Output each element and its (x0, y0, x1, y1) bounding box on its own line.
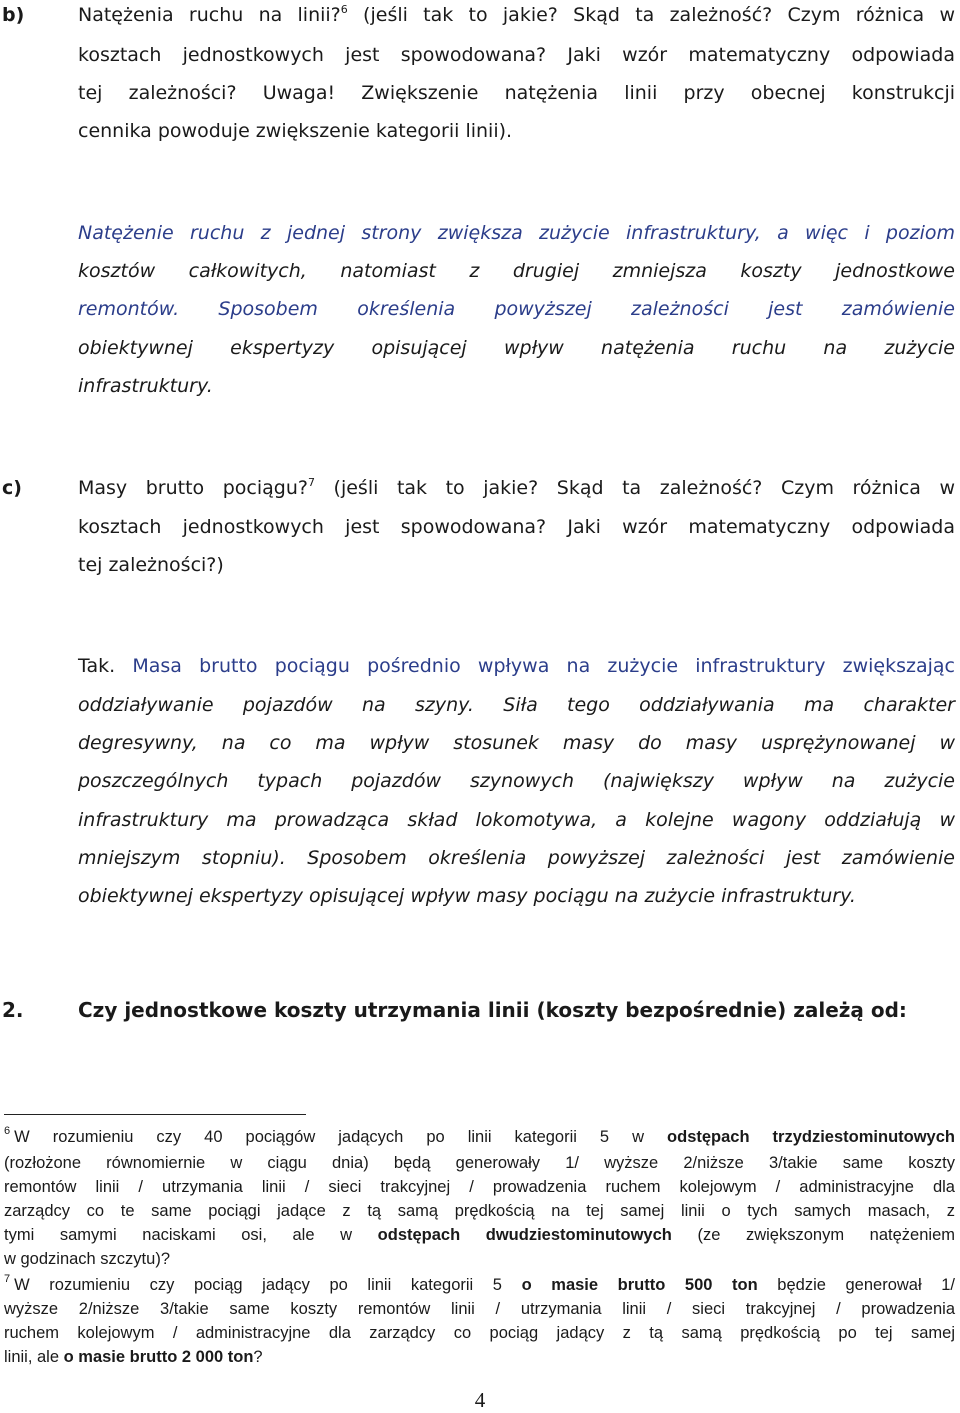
question-c-line-3: tej zależności?) (78, 554, 224, 576)
answer-b-line-4: obiektywnej ekspertyzy opisującej wpływ natężenia ruchu na zużycie (78, 337, 955, 359)
question-c-marker: c) (2, 477, 22, 499)
answer-b-line-3: remontów. Sposobem określenia powyższej zależności jest zamówienie (78, 298, 955, 320)
footnote-6-line-3: remontów linii / utrzymania linii / sieci trakcyjnej / prowadzenia ruchem kolejowym / administracyjne dla (4, 1178, 955, 1196)
answer-c-line-5: infrastruktury ma prowadząca skład lokomotywa, a kolejne wagony oddziałują w (78, 809, 955, 831)
answer-c-line-4: poszczególnych typach pojazdów szynowych (największy wpływ na zużycie (78, 770, 955, 792)
footnote-7-line-4: linii, ale o masie brutto 2 000 ton? (4, 1348, 263, 1366)
section-2-title: Czy jednostkowe koszty utrzymania linii (koszty bezpośrednie) zależą od: (78, 998, 907, 1022)
answer-c-line-1: Tak. Masa brutto pociągu pośrednio wpływa na zużycie infrastruktury zwiększając (78, 655, 955, 677)
question-b-line-2: kosztach jednostkowych jest spowodowana? Jaki wzór matematyczny odpowiada (78, 44, 955, 66)
question-b-line-4: cennika powoduje zwiększenie kategorii linii). (78, 120, 513, 142)
footnote-6-line-1: $^6$ W rozumieniu czy 40 pociągów jadących po linii kategorii 5 w odstępach trzydziestominutowych (4, 1125, 955, 1146)
answer-c-line-2: oddziaływanie pojazdów na szyny. Siła tego oddziaływania ma charakter (78, 694, 955, 716)
footnote-6-line-2: (rozłożone równomiernie w ciągu dnia) będą generowały 1/ wyższe 2/niższe 3/takie same koszty (4, 1154, 955, 1172)
section-2-number: 2. (2, 998, 24, 1022)
question-b-marker: b) (2, 4, 25, 26)
footnote-ref-7[interactable]: 7 (307, 476, 315, 489)
footnote-6-line-6: w godzinach szczytu)? (4, 1250, 170, 1268)
footnote-7-line-2: wyższe 2/niższe 3/takie same koszty remontów linii / utrzymania linii / sieci trakcyjnej / prowadzenia (4, 1300, 955, 1318)
answer-b-line-1: Natężenie ruchu z jednej strony zwiększa zużycie infrastruktury, a więc i poziom (78, 222, 955, 244)
question-c-line-1: Masy brutto pociągu?$^7$ (jeśli tak to jakie? Skąd ta zależność? Czym różnica w (78, 476, 956, 499)
question-b-line-3: tej zależności? Uwaga! Zwiększenie natężenia linii przy obecnej konstrukcji (78, 82, 955, 104)
question-c-line-2: kosztach jednostkowych jest spowodowana? Jaki wzór matematyczny odpowiada (78, 516, 955, 538)
footnote-ref-6[interactable]: 6 (340, 3, 348, 16)
footnote-6-number: 6 (4, 1125, 11, 1137)
footnote-6-line-4: zarządcy co te same pociągi jadące z tą samą prędkością na tej samej linii o tych samych masach, z (4, 1202, 955, 1220)
answer-b-line-5: infrastruktury. (78, 375, 213, 397)
answer-c-line-3: degresywny, na co ma wpływ stosunek masy do masy usprężynowanej w (78, 732, 955, 754)
footnote-separator (4, 1114, 306, 1115)
page-number: 4 (474, 1388, 486, 1412)
footnote-6-line-5: tymi samymi naciskami osi, ale w odstępach dwudziestominutowych (ze zwiększonym natężeniem (4, 1226, 955, 1244)
footnote-7-line-3: ruchem kolejowym / administracyjne dla zarządcy co pociąg jadący z tą samą prędkością po tej samej (4, 1324, 955, 1342)
footnote-7-number: 7 (4, 1273, 11, 1285)
footnote-7-line-1: $^7$ W rozumieniu czy pociąg jadący po linii kategorii 5 o masie brutto 500 ton będzie generował 1/ (4, 1273, 955, 1294)
answer-c-line-6: mniejszym stopniu). Sposobem określenia powyższej zależności jest zamówienie (78, 847, 955, 869)
answer-b-line-2: kosztów całkowitych, natomiast z drugiej zmniejsza koszty jednostkowe (78, 260, 955, 282)
answer-c-yes: Tak. (78, 655, 116, 677)
answer-c-line-7: obiektywnej ekspertyzy opisującej wpływ masy pociągu na zużycie infrastruktury. (78, 885, 856, 907)
question-b-line-1: Natężenia ruchu na linii?$^6$ (jeśli tak to jakie? Skąd ta zależność? Czym różnica w (78, 3, 956, 26)
